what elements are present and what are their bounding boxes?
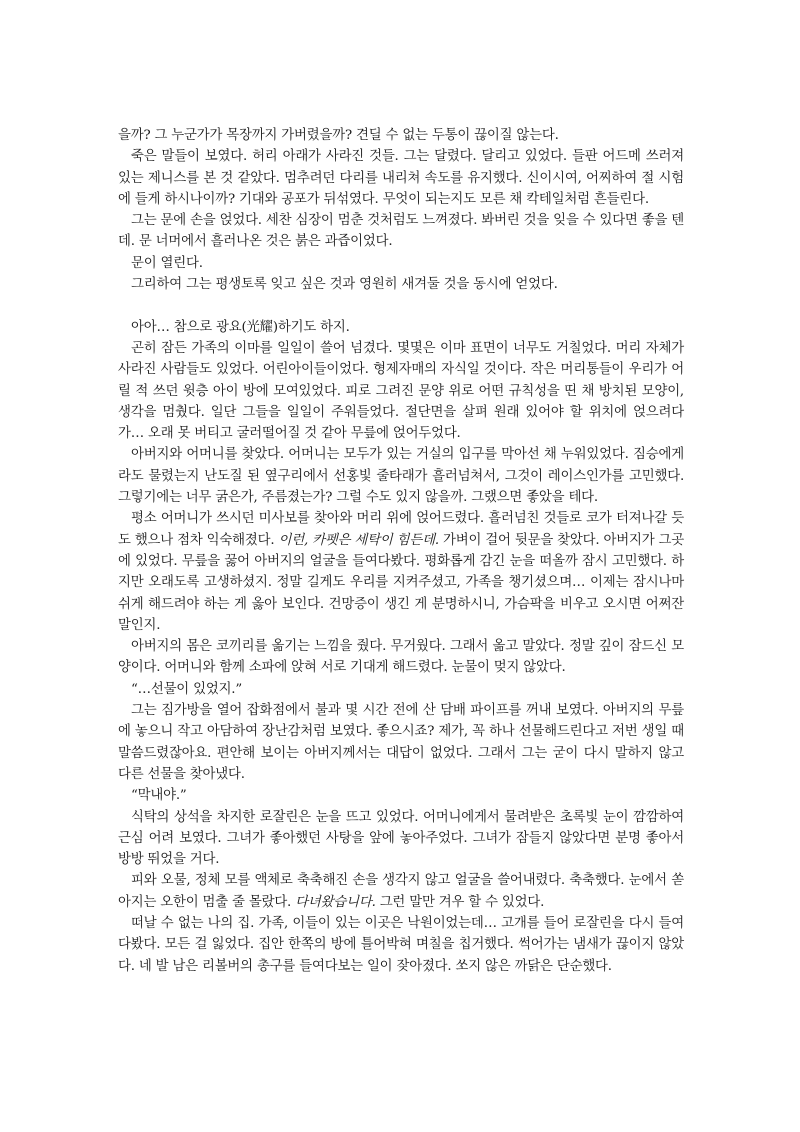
paragraph-text: 그런 말만 겨우 할 수 있었다. [375, 894, 545, 910]
paragraph-text: 아버지와 어머니를 찾았다. 어머니는 모두가 있는 거실의 입구를 막아선 채 누워있었다. 짐승에게라도 물렸는지 난도질 된 옆구리에서 선홍빛 줄타래가 흘러넘쳐서, 그것이 레이스인가를 고민했다. 그렇기에는 너무 굵은가, 주름졌는가? 그럴 수도 있지 않을까. 그랬으면 좋았을 테다. [118, 447, 684, 506]
paragraph-text: 가벼이 걸어 뒷문을 찾았다. 아버지가 그곳에 있었다. 무릎을 꿇어 아버지의 얼굴을 들여다봤다. 평화롭게 감긴 눈을 떠올까 잠시 고민했다. 하지만 오래도록 고생하셨지. 정말 길게도 우리를 지켜주셨고, 가족을 챙기셨으며… 이제는 잠시나마 쉬게 해드려야 하는 게 옳아 보인다. 건망증이 생긴 게 분명하시니, 가슴팍을 비우고 오시면 어쩌잔 말인지. [118, 532, 684, 633]
paragraph [118, 508, 684, 636]
section-break [118, 295, 684, 316]
paragraph [118, 870, 684, 913]
paragraph-text: 평소 어머니가 쓰시던 미사보를 찾아와 머리 위에 얹어드렸다. 흘러넘친 것들로 코가 터져나갈 듯도 했으나 점차 익숙해졌다. [118, 511, 684, 548]
paragraph-text: 아아… 참으로 광요(光耀)하기도 하지. [131, 319, 350, 335]
paragraph-text: “막내야.” [131, 788, 187, 804]
paragraph [118, 636, 684, 679]
paragraph [118, 253, 684, 274]
paragraph-text: 떠날 수 없는 나의 집. 가족, 이들이 있는 이곳은 낙원이었는데… 고개를 들어 로잘린을 다시 들여다봤다. 모든 걸 잃었다. 집안 한쪽의 방에 틀어박혀 며칠을 칩거했다. 썩어가는 냄새가 끊이지 않았다. 네 발 남은 리볼버의 총구를 들여다보는 일이 잦아졌다. 쏘지 않은 까닭은 단순했다. [118, 915, 684, 974]
paragraph-text: 그리하여 그는 평생토록 잊고 싶은 것과 영원히 새겨둘 것을 동시에 얻었다. [131, 277, 558, 293]
paragraph [118, 444, 684, 508]
paragraph [118, 125, 684, 146]
paragraph [118, 274, 684, 295]
paragraph-text: 그는 문에 손을 얹었다. 세찬 심장이 멈춘 것처럼도 느껴졌다. 봐버린 것을 잊을 수 있다면 좋을 텐데. 문 너머에서 흘러나온 것은 붉은 과즙이었다. [118, 213, 684, 250]
paragraph [118, 338, 684, 444]
paragraph-text: “…선물이 있었지.” [131, 681, 243, 697]
paragraph [118, 700, 684, 785]
paragraph-text: 아버지의 몸은 코끼리를 옮기는 느낌을 줬다. 무거웠다. 그래서 옮고 말았다. 정말 깊이 잠드신 모양이다. 어머니와 함께 소파에 앉혀 서로 기대게 해드렸다. 눈물이 멎지 않았다. [118, 639, 684, 676]
paragraph-text: 문이 열린다. [131, 255, 203, 271]
paragraph [118, 913, 684, 977]
paragraph [118, 317, 684, 338]
italic-text: 이런, 카펫은 세탁이 힘든데. [278, 532, 439, 548]
paragraph [118, 679, 684, 700]
paragraph [118, 807, 684, 871]
paragraph-text: 피와 오물, 정체 모를 액체로 축축해진 손을 생각지 않고 얼굴을 쓸어내렸다. 축축했다. 눈에서 쏟아지는 오한이 멈출 줄 몰랐다. [118, 873, 684, 910]
paragraph [118, 785, 684, 806]
italic-text: 다녀왔습니다. [295, 894, 376, 910]
paragraph-text: 곤히 잠든 가족의 이마를 일일이 쓸어 넘겼다. 몇몇은 이마 표면이 너무도 거칠었다. 머리 자체가 사라진 사람들도 있었다. 어린아이들이었다. 형제자매의 자식일 것이다. 작은 머리통들이 우리가 어릴 적 쓰던 윗층 아이 방에 모여있었다. 피로 그려진 문양 위로 어떤 규칙성을 띤 채 방치된 모양이, 생각을 멈췄다. 일단 그들을 일일이 주워들었다. 절단면을 살펴 원래 있어야 할 위치에 얹으려다가… 오래 못 버티고 굴러떨어질 것 같아 무릎에 얹어두었다. [118, 340, 684, 442]
paragraph [118, 146, 684, 210]
paragraph-text: 죽은 말들이 보였다. 허리 아래가 사라진 것들. 그는 달렸다. 달리고 있었다. 들판 어드메 쓰러져 있는 제니스를 본 것 같았다. 멈추려던 다리를 내리쳐 속도를 유지했다. 신이시여, 어찌하여 절 시험에 들게 하시나이까? 기대와 공포가 뒤섞였다. 무엇이 되는지도 모른 채 칵테일처럼 흔들린다. [118, 149, 684, 207]
document-body [118, 125, 684, 977]
paragraph [118, 210, 684, 253]
paragraph-text: 을까? 그 누군가가 목장까지 가버렸을까? 견딜 수 없는 두통이 끊이질 않는다. [118, 128, 559, 143]
paragraph-text: 식탁의 상석을 차지한 로잘린은 눈을 뜨고 있었다. 어머니에게서 물려받은 초록빛 눈이 깜깜하여 근심 어려 보였다. 그녀가 좋아했던 사탕을 앞에 놓아주었다. 그녀가 잠들지 않았다면 분명 좋아서 방방 뛰었을 거다. [118, 809, 684, 868]
paragraph-text: 그는 짐가방을 열어 잡화점에서 불과 몇 시간 전에 산 담배 파이프를 꺼내 보였다. 아버지의 무릎에 놓으니 작고 아담하여 장난감처럼 보였다. 좋으시죠? 제가, 꼭 하나 선물해드린다고 저번 생일 때 말씀드렸잖아요. 편안해 보이는 아버지께서는 대답이 없었다. 그래서 그는 굳이 다시 말하지 않고 다른 선물을 찾아냈다. [118, 703, 684, 782]
